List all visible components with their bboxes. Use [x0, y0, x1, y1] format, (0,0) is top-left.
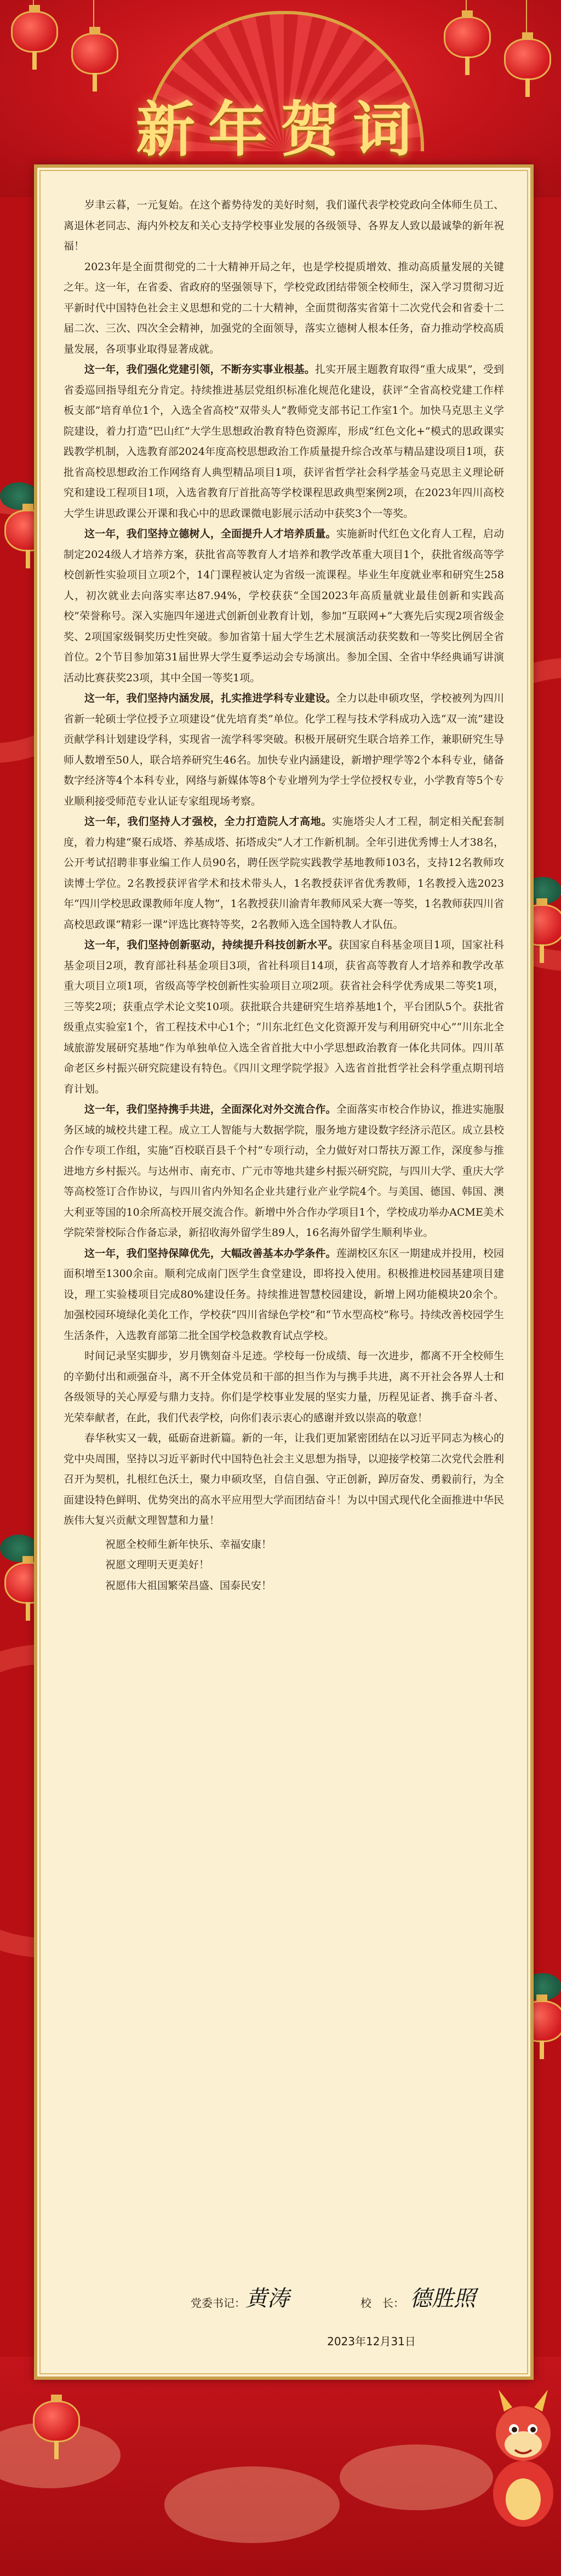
letter-paragraph: [64, 935, 504, 1099]
paragraph-text: 2023年是全面贯彻党的二十大精神开局之年，也是学校提质增效、推动高质量发展的关键之年。这一年，在省委、省政府的坚强领导下，学校党政团结带领全校师生，深入学习贯彻习近平新时代中国特色社会主义思想和党的二十大精神，全面贯彻落实省第十二次党代会和省委十二届二次、三次、四次全会精神，加强党的全面领导，落实立德树人根本任务，奋力推动学校高质量发展，各项事业取得显著成就。: [64, 260, 504, 355]
paragraph-heading: 这一年，我们坚持携手共进，全面深化对外交流合作。: [84, 1103, 336, 1115]
red-lantern-icon: [11, 11, 58, 53]
paragraph-heading: 这一年，我们坚持创新驱动，持续提升科技创新水平。: [84, 939, 339, 951]
letter-paragraph: [64, 524, 504, 688]
paragraph-text: 扎实开展主题教育取得“重大成果”，受到省委巡回指导组充分肯定。持续推进基层党组织标准化规范化建设，获评“全省高校党建工作样板支部”培育单位1个，入选全省高校“双带头人”教师党支部书记工作室1个。加快马克思主义学院建设，着力打造“巴山红”大学生思想政治教育特色资源库，形成“红色文化+”模式的思政课实践教学机制，入选教育部2024年度高校思想政治工作质量提升综合改革与精品建设项目1项，获批省高校思想政治工作网络育人典型精品项目1项，获评省哲学社会科学基金马克思主义理论研究和建设工程项目1项，入选省教育厅首批高等学校课程思政典型案例2项，在2023年四川高校大学生讲思政课公开课和我心中的思政课微电影展示活动中获奖3个一等奖。: [64, 363, 504, 520]
paragraph-heading: 这一年，我们强化党建引领，不断夯实事业根基。: [84, 363, 316, 375]
signature-block: [37, 2272, 530, 2322]
paragraph-text: 获国家自科基金项目1项，国家社科基金项目2项，教育部社科基金项目3项，省社科项目14项，获省高等教育人才培养和教学改革重大项目立项1项，省级高等学校创新性实验项目立项2项。获省社会科学优秀成果二等奖1项，三等奖2项；获重点学术论文奖10项。获批联合共建研究生培养基地1个，平台团队5个。获批省级重点实验室1个，省工程技术中心1个；“川东北红色文化资源开发与利用研究中心”“川东北全域旅游发展研究基地”作为单独单位入选全省首批大中小学思想政治教育一体化共同体。四川革命老区乡村振兴研究院建设有特色。《四川文理学院学报》入选省首批哲学社会科学重点期刊培育计划。: [64, 939, 504, 1095]
paragraph-text: 岁聿云暮，一元复始。在这个蓄势待发的美好时刻，我们谨代表学校党政向全体师生员工、离退休老同志、海内外校友和关心支持学校事业发展的各级领导、各界友人致以最诚挚的新年祝福！: [64, 199, 504, 252]
letter-paragraph: [64, 1428, 504, 1531]
paragraph-text: 实施塔尖人才工程，制定相关配套制度，着力构建“聚石成塔、养基成塔、拓塔成尖”人才工作新机制。全年引进优秀博士人才38名，公开考试招聘非事业编工作人员90名，聘任医学院实践教学基地教师103名，支持12名教师攻读博士学位。2名教授获评省学术和技术带头人，1名教授获评省优秀教师，1名教授入选2023年“四川学校思政课教师年度人物”，1名教授获川渝青年教师风采大赛一等奖，1名教师获四川省高校思政课“精彩一课”评选比赛特等奖，2名教师入选全国特教人才队伍。: [64, 816, 504, 931]
dragon-mascot-icon: [482, 2368, 561, 2532]
paragraph-text: 时间记录坚实脚步，岁月镌刻奋斗足迹。学校每一份成绩、每一次进步，都离不开全校师生的辛勤付出和顽强奋斗，离不开全体党员和干部的担当作为与携手共进，离不开社会各界人士和各级领导的关心厚爱与鼎力支持。你们是学校事业发展的坚实力量，历程见证者、携手奋斗者、光荣奉献者，在此，我们代表学校，向你们表示衷心的感谢并致以崇高的敬意！: [64, 1350, 504, 1424]
letter-paragraph: [64, 195, 504, 257]
red-lantern-icon: [444, 16, 491, 58]
wish-line: 祝愿伟大祖国繁荣昌盛、国泰民安！: [105, 1579, 272, 1592]
red-lantern-icon: [71, 33, 118, 75]
paragraph-heading: 这一年，我们坚持人才强校，全力打造院人才高地。: [84, 816, 333, 828]
cloud-decoration: [340, 2444, 493, 2510]
greeting-letter: [34, 164, 534, 2380]
paragraph-text: 莲湖校区东区一期建成并投用，校园面积增至1300余亩。顺利完成南门医学生食堂建设，即将投入使用。积极推进校园基建项目建设，理工实验楼项目完成80%建设任务。持续推进智慧校园建设，新增上网功能模块20余个。加强校园环境绿化美化工作，学校获“四川省绿色学校”和“节水型高校”称号。持续改善校园学生生活条件，入选教育部第二批全国学校急救教育试点学校。: [64, 1247, 504, 1342]
party-secretary-label: 党委书记：: [191, 2296, 245, 2310]
letter-paragraph: [64, 1244, 504, 1347]
wish-line: 祝愿文理明天更美好！: [105, 1559, 210, 1571]
letter-paragraph: [64, 812, 504, 935]
page-title: 新年贺词: [135, 96, 425, 164]
paragraph-text: 实施新时代红色文化育人工程，启动制定2024级人才培养方案，获批省高等教育人才培养和教学改革重大项目1个，获批省级高等学校创新性实验项目立项2个，14门课程被认定为省级一流课程。毕业生年度就业率和研究生258人，初次就业去向落实率达87.94%，学校获获“全国2023年高质量就业最佳创新和实践高校”荣誉称号。深入实施四年递进式创新创业教育计划，参加“互联网+”大赛先后实现2项省级金奖、2项国家级铜奖历史性突破。参加省第十届大学生艺术展演活动获奖数和一等奖比例居全省首位。2个节目参加第31届世界大学生夏季运动会专场演出。参加全国、全省中华经典诵写讲演活动比赛获奖23项，其中全国一等奖1项。: [64, 528, 504, 684]
paragraph-heading: 这一年，我们坚持保障优先，大幅改善基本办学条件。: [84, 1247, 336, 1259]
letter-paragraph: [64, 688, 504, 812]
letter-body: [64, 195, 504, 1596]
wish-line: 祝愿全校师生新年快乐、幸福安康！: [105, 1538, 272, 1551]
paragraph-text: 春华秋实又一载，砥砺奋进新篇。新的一年，让我们更加紧密团结在以习近平同志为核心的党中央周围，坚持以习近平新时代中国特色社会主义思想为指导，以迎接学校第二次党代会胜利召开为契机，扎根红色沃土，聚力申硕攻坚，自信自强、守正创新，踔厉奋发、勇毅前行，为全面建设特色鲜明、优势突出的高水平应用型大学而团结奋斗！为以中国式现代化全面推进中华民族伟大复兴贡献文理智慧和力量！: [64, 1432, 504, 1526]
red-lantern-icon: [33, 2401, 80, 2442]
red-lantern-icon: [504, 38, 551, 80]
cloud-decoration: [164, 2466, 340, 2543]
letter-paragraph: [64, 257, 504, 360]
paragraph-text: 全力以赴申硕攻坚，学校被列为四川省新一轮硕士学位授予立项建设“优先培育类”单位。化学工程与技术学科成功入选“双一流”建设贡献学科计划建设学科，实现省一流学科零突破。积极开展研究生联合培养工作，兼职研究生导师人数增至50人，联合培养研究生46名。加快专业内涵建设，新增护理学等2个本科专业，储备数字经济等4个本科专业，网络与新媒体等8个专业增列为学士学位授权专业，小学教育等5个专业顺利接受师范专业认证专家组现场考察。: [64, 692, 504, 807]
letter-paragraph: [64, 360, 504, 524]
president-signature: 德胜照: [410, 2286, 476, 2311]
party-secretary-signature: 黄涛: [245, 2286, 289, 2311]
paragraph-heading: 这一年，我们坚持内涵发展，扎实推进学科专业建设。: [84, 692, 336, 704]
paragraph-heading: 这一年，我们坚持立德树人，全面提升人才培养质量。: [84, 528, 336, 540]
president-label: 校 长：: [360, 2296, 404, 2310]
letter-paragraph: [64, 1346, 504, 1428]
wishes-block: [64, 1535, 504, 1597]
letter-date: 2023年12月31日: [327, 2335, 416, 2348]
paragraph-text: 全面落实市校合作协议，推进实施服务区域的城校共建工程。成立工人智能与大数据学院，服务地方建设数字经济示范区。成立县校合作专项工作组，实施“百校联百县千个村”专项行动，全力做好对口帮扶万源工作，深度参与推进地方乡村振兴。与达州市、南充市、广元市等地共建乡村振兴研究院，与四川大学、重庆大学等高校签订合作协议，与四川省内外知名企业共建行业产业学院4个。与美国、德国、韩国、澳大利亚等国的10余所高校开展交流合作。新增中外合作办学项目1个，学校成功举办ACME美术学院荣誉校际合作备忘录，新招收海外留学生89人，16名海外留学生顺利毕业。: [64, 1103, 504, 1239]
letter-paragraph: [64, 1099, 504, 1244]
